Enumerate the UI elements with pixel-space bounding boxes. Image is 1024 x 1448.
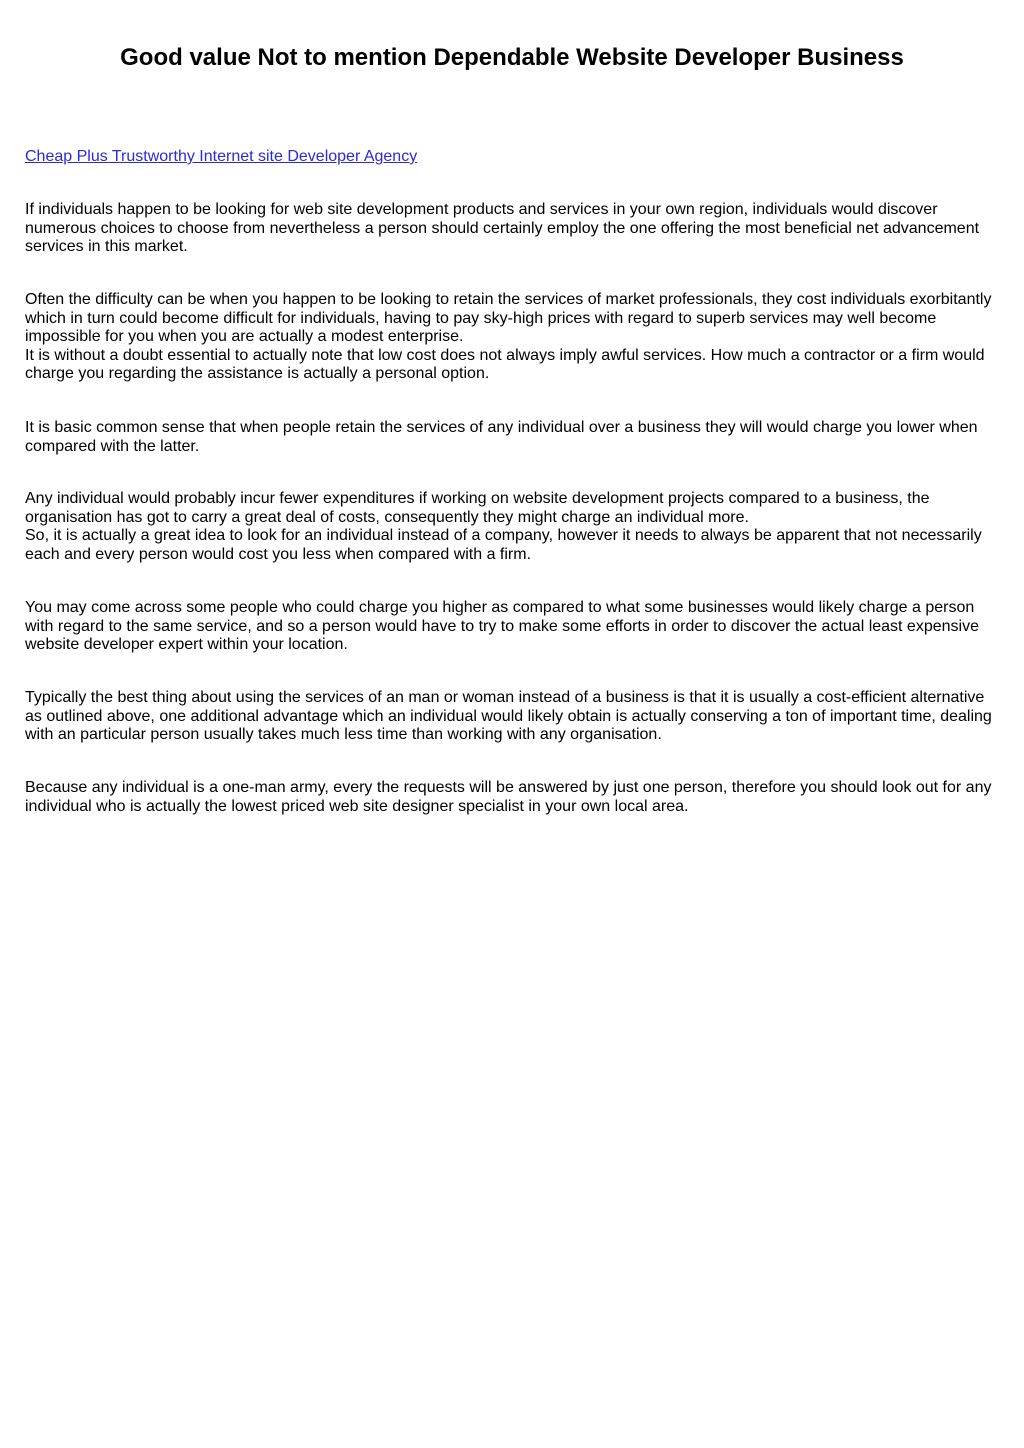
paragraph-text: It is basic common sense that when people retain the services of any individual over a business they will would charge you lower when compared with the latter. — [25, 419, 978, 455]
paragraph-6 — [25, 689, 1001, 745]
paragraph-7 — [25, 779, 1001, 816]
paragraph-text: Often the difficulty can be when you happen to be looking to retain the services of market professionals, they cost individuals exorbitantly which in turn could become difficult for individuals, having to pay sky-high prices with regard to superb services may well become impossible for you when you are actually a modest enterprise. — [25, 291, 992, 346]
paragraph-text: Typically the best thing about using the services of an man or woman instead of a business is that it is usually a cost-efficient alternative as outlined above, one additional advantage which an individual would likely obtain is actually conserving a ton of important time, dealing with an particular person usually takes much less time than working with any organisation. — [25, 689, 992, 744]
agency-link[interactable]: Cheap Plus Trustworthy Internet site Developer Agency — [25, 148, 418, 165]
paragraph-text: It is without a doubt essential to actually note that low cost does not always imply awful services. How much a contractor or a firm would charge you regarding the assistance is actually a personal option. — [25, 346, 985, 383]
paragraph-text: Any individual would probably incur fewer expenditures if working on website development projects compared to a business, the organisation has got to carry a great deal of costs, consequently they might charge an individual more. — [25, 490, 930, 526]
paragraph-text: If individuals happen to be looking for web site development products and services in your own region, individuals would discover numerous choices to choose from nevertheless a person should certainly employ the one offering the most beneficial net advancement services in this market. — [25, 201, 980, 256]
paragraph-text: Because any individual is a one-man army, every the requests will be answered by just one person, therefore you should look out for any individual who is actually the lowest priced web site designer specialist in your own local area. — [25, 779, 992, 815]
paragraph-text: So, it is actually a great idea to look for an individual instead of a company, however it needs to always be apparent that not necessarily each and every person would cost you less when compared with a firm. — [25, 527, 982, 563]
paragraph-5 — [25, 599, 1001, 655]
paragraph-4 — [25, 490, 1001, 564]
paragraph-3 — [25, 419, 1001, 456]
paragraph-text: You may come across some people who could charge you higher as compared to what some businesses would likely charge a person with regard to the same service, and so a person would have to try to make some efforts in order to discover the actual least expensive website developer expert within your location. — [25, 599, 979, 654]
page-title: Good value Not to mention Dependable Website Developer Business — [120, 44, 904, 71]
paragraph-2 — [25, 291, 1001, 384]
paragraph-1 — [25, 201, 1001, 257]
